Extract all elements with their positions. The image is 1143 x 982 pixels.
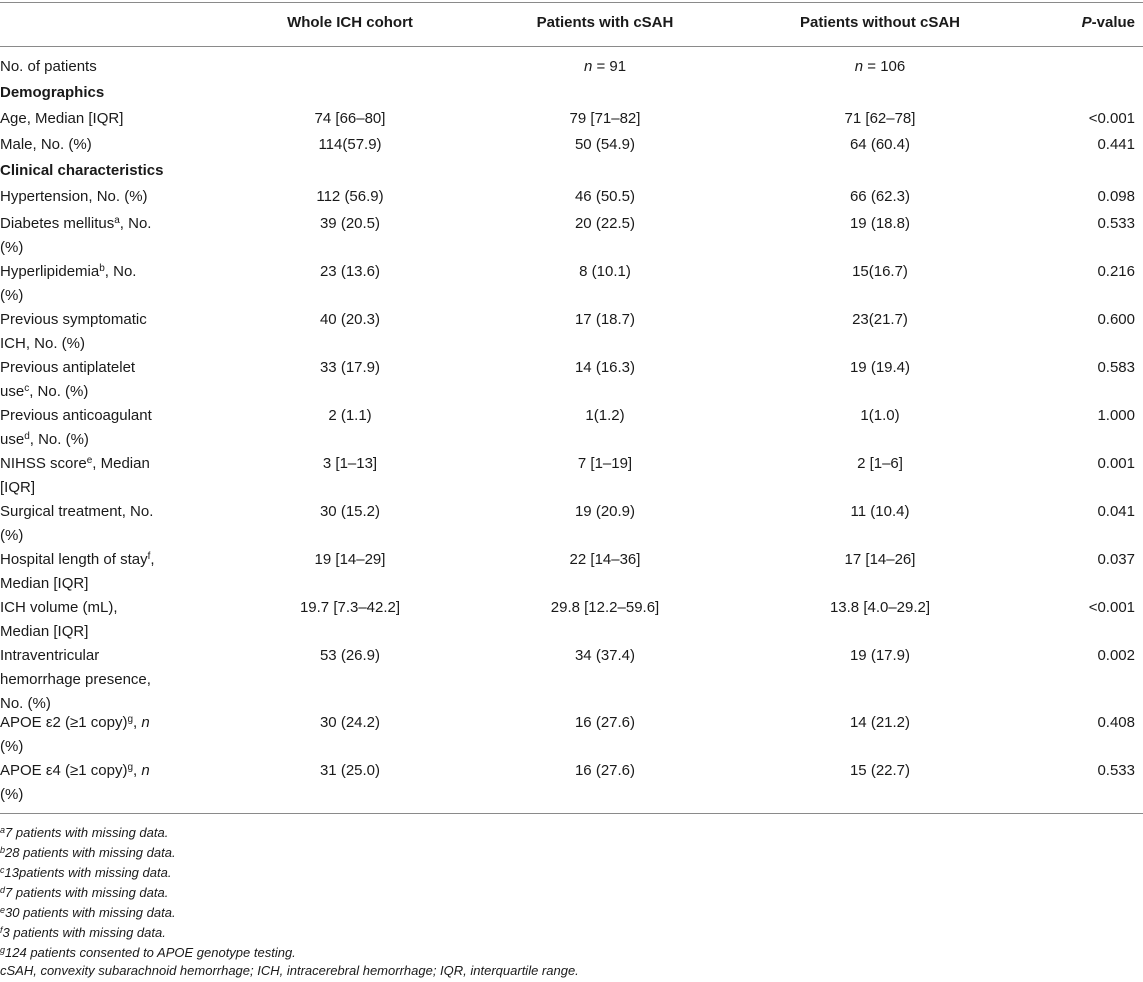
- row-label-ivh: Intraventricular: [0, 647, 100, 664]
- cell-surgical-with: 19 (20.9): [574, 503, 636, 520]
- cell-hypertension-with: 46 (50.5): [574, 188, 636, 205]
- footnote-a: $^a$7 patients with missing data.: [0, 825, 169, 840]
- cell-hypertension-without: 66 (62.3): [849, 188, 911, 205]
- header-with-csah: Patients with cSAH: [536, 14, 674, 31]
- cell-hyperlipidemia-without: 15(16.7): [852, 263, 908, 280]
- cell-age-without: 71 [62–78]: [844, 110, 916, 127]
- cell-los-p: 0.037: [1097, 551, 1135, 568]
- cell-prev-ich-whole: 40 (20.3): [319, 311, 381, 328]
- row-label-apoe4: APOE ε4 (≥1 copy)$^g$, n: [0, 762, 150, 779]
- cell-male-p: 0.441: [1097, 136, 1135, 153]
- cell-n-without-csah: n = 106: [854, 58, 906, 75]
- row-label-hyperlipidemia-cont: (%): [0, 287, 24, 304]
- cell-apoe4-with: 16 (27.6): [574, 762, 636, 779]
- cell-ivh-without: 19 (17.9): [849, 647, 911, 664]
- cell-apoe2-with: 16 (27.6): [574, 714, 636, 731]
- cell-prev-ich-p: 0.600: [1097, 311, 1135, 328]
- cell-antiplatelet-whole: 33 (17.9): [319, 359, 381, 376]
- row-label-apoe2-cont: (%): [0, 738, 24, 755]
- cell-ivh-p: 0.002: [1097, 647, 1135, 664]
- cell-age-p: <0.001: [1088, 110, 1135, 127]
- cell-ivh-with: 34 (37.4): [574, 647, 636, 664]
- cell-antiplatelet-without: 19 (19.4): [849, 359, 911, 376]
- cell-surgical-without: 11 (10.4): [850, 503, 910, 520]
- cell-diabetes-p: 0.533: [1097, 215, 1135, 232]
- cell-surgical-p: 0.041: [1097, 503, 1135, 520]
- cell-hyperlipidemia-with: 8 (10.1): [579, 263, 631, 280]
- footnote-b: $^b$28 patients with missing data.: [0, 845, 176, 860]
- row-label-los: Hospital length of stay$^f$,: [0, 551, 155, 568]
- section-demographics: Demographics: [0, 84, 105, 101]
- cell-male-whole: 114(57.9): [318, 136, 382, 153]
- header-without-csah: Patients without cSAH: [799, 14, 960, 31]
- cell-los-with: 22 [14–36]: [569, 551, 641, 568]
- row-label-prev-ich: Previous symptomatic: [0, 311, 147, 328]
- row-label-nihss-cont: [IQR]: [0, 479, 36, 496]
- cell-anticoagulant-whole: 2 (1.1): [328, 407, 372, 424]
- row-label-antiplatelet-cont: use$^c$, No. (%): [0, 383, 89, 400]
- row-label-prev-ich-cont: ICH, No. (%): [0, 335, 86, 352]
- footnote-g: $^g$124 patients consented to APOE genotype testing.: [0, 945, 296, 960]
- cell-apoe2-whole: 30 (24.2): [319, 714, 381, 731]
- cell-apoe2-without: 14 (21.2): [849, 714, 911, 731]
- table-header-rule: [0, 46, 1143, 47]
- row-label-ivh-cont2: No. (%): [0, 695, 51, 712]
- footnote-abbreviations: cSAH, convexity subarachnoid hemorrhage; ICH, intracerebral hemorrhage; IQR, interquartile range.: [0, 963, 579, 978]
- row-label-ich-volume-cont: Median [IQR]: [0, 623, 89, 640]
- footnote-c: $^c$13patients with missing data.: [0, 865, 172, 880]
- row-label-surgical-cont: (%): [0, 527, 24, 544]
- table-bottom-rule: [0, 813, 1143, 814]
- cell-nihss-without: 2 [1–6]: [857, 455, 903, 472]
- row-label-male: Male, No. (%): [0, 136, 92, 153]
- cell-nihss-with: 7 [1–19]: [577, 455, 633, 472]
- row-label-anticoagulant-cont: use$^d$, No. (%): [0, 431, 89, 448]
- cell-ich-volume-without: 13.8 [4.0–29.2]: [829, 599, 931, 616]
- table-top-rule: [0, 2, 1143, 3]
- cell-diabetes-without: 19 (18.8): [849, 215, 911, 232]
- cell-diabetes-whole: 39 (20.5): [319, 215, 381, 232]
- cell-apoe2-p: 0.408: [1097, 714, 1135, 731]
- header-p-value: P-value: [1081, 14, 1135, 31]
- cell-anticoagulant-with: 1(1.2): [585, 407, 625, 424]
- row-label-antiplatelet: Previous antiplatelet: [0, 359, 136, 376]
- row-label-apoe2: APOE ε2 (≥1 copy)$^g$, n: [0, 714, 150, 731]
- cell-anticoagulant-p: 1.000: [1097, 407, 1135, 424]
- cell-apoe4-without: 15 (22.7): [849, 762, 911, 779]
- cell-ich-volume-p: <0.001: [1088, 599, 1135, 616]
- footnote-f: $^f$3 patients with missing data.: [0, 925, 166, 940]
- cell-apoe4-whole: 31 (25.0): [319, 762, 381, 779]
- cell-hyperlipidemia-whole: 23 (13.6): [319, 263, 381, 280]
- cell-ivh-whole: 53 (26.9): [319, 647, 381, 664]
- cell-hypertension-whole: 112 (56.9): [316, 188, 384, 205]
- cell-prev-ich-with: 17 (18.7): [574, 311, 636, 328]
- cell-ich-volume-whole: 19.7 [7.3–42.2]: [299, 599, 401, 616]
- row-label-nihss: NIHSS score$^e$, Median: [0, 455, 150, 472]
- footnote-e: $^e$30 patients with missing data.: [0, 905, 176, 920]
- row-label-anticoagulant: Previous anticoagulant: [0, 407, 152, 424]
- cell-antiplatelet-p: 0.583: [1097, 359, 1135, 376]
- cell-surgical-whole: 30 (15.2): [319, 503, 381, 520]
- cell-apoe4-p: 0.533: [1097, 762, 1135, 779]
- section-clinical: Clinical characteristics: [0, 162, 164, 179]
- cell-male-with: 50 (54.9): [574, 136, 636, 153]
- footnote-d: $^d$7 patients with missing data.: [0, 885, 169, 900]
- row-label-ich-volume: ICH volume (mL),: [0, 599, 118, 616]
- row-label-age: Age, Median [IQR]: [0, 110, 124, 127]
- cell-male-without: 64 (60.4): [849, 136, 911, 153]
- cell-ich-volume-with: 29.8 [12.2–59.6]: [550, 599, 660, 616]
- row-label-apoe4-cont: (%): [0, 786, 24, 803]
- cell-prev-ich-without: 23(21.7): [852, 311, 908, 328]
- row-label-ivh-cont: hemorrhage presence,: [0, 671, 151, 688]
- row-label-los-cont: Median [IQR]: [0, 575, 89, 592]
- row-label-diabetes-cont: (%): [0, 239, 24, 256]
- row-label-diabetes: Diabetes mellitus$^a$, No.: [0, 215, 152, 232]
- row-label-surgical: Surgical treatment, No.: [0, 503, 154, 520]
- cell-anticoagulant-without: 1(1.0): [860, 407, 900, 424]
- cell-nihss-p: 0.001: [1097, 455, 1135, 472]
- cell-antiplatelet-with: 14 (16.3): [574, 359, 636, 376]
- cell-diabetes-with: 20 (22.5): [574, 215, 636, 232]
- cell-nihss-whole: 3 [1–13]: [322, 455, 378, 472]
- cell-age-with: 79 [71–82]: [569, 110, 641, 127]
- cell-hypertension-p: 0.098: [1097, 188, 1135, 205]
- header-whole-cohort: Whole ICH cohort: [287, 14, 413, 31]
- cell-los-whole: 19 [14–29]: [314, 551, 386, 568]
- row-label-n-patients: No. of patients: [0, 58, 97, 75]
- cell-hyperlipidemia-p: 0.216: [1097, 263, 1135, 280]
- row-label-hyperlipidemia: Hyperlipidemia$^b$, No.: [0, 263, 137, 280]
- cell-age-whole: 74 [66–80]: [314, 110, 386, 127]
- row-label-hypertension: Hypertension, No. (%): [0, 188, 148, 205]
- cell-los-without: 17 [14–26]: [844, 551, 916, 568]
- cell-n-with-csah: n = 91: [583, 58, 627, 75]
